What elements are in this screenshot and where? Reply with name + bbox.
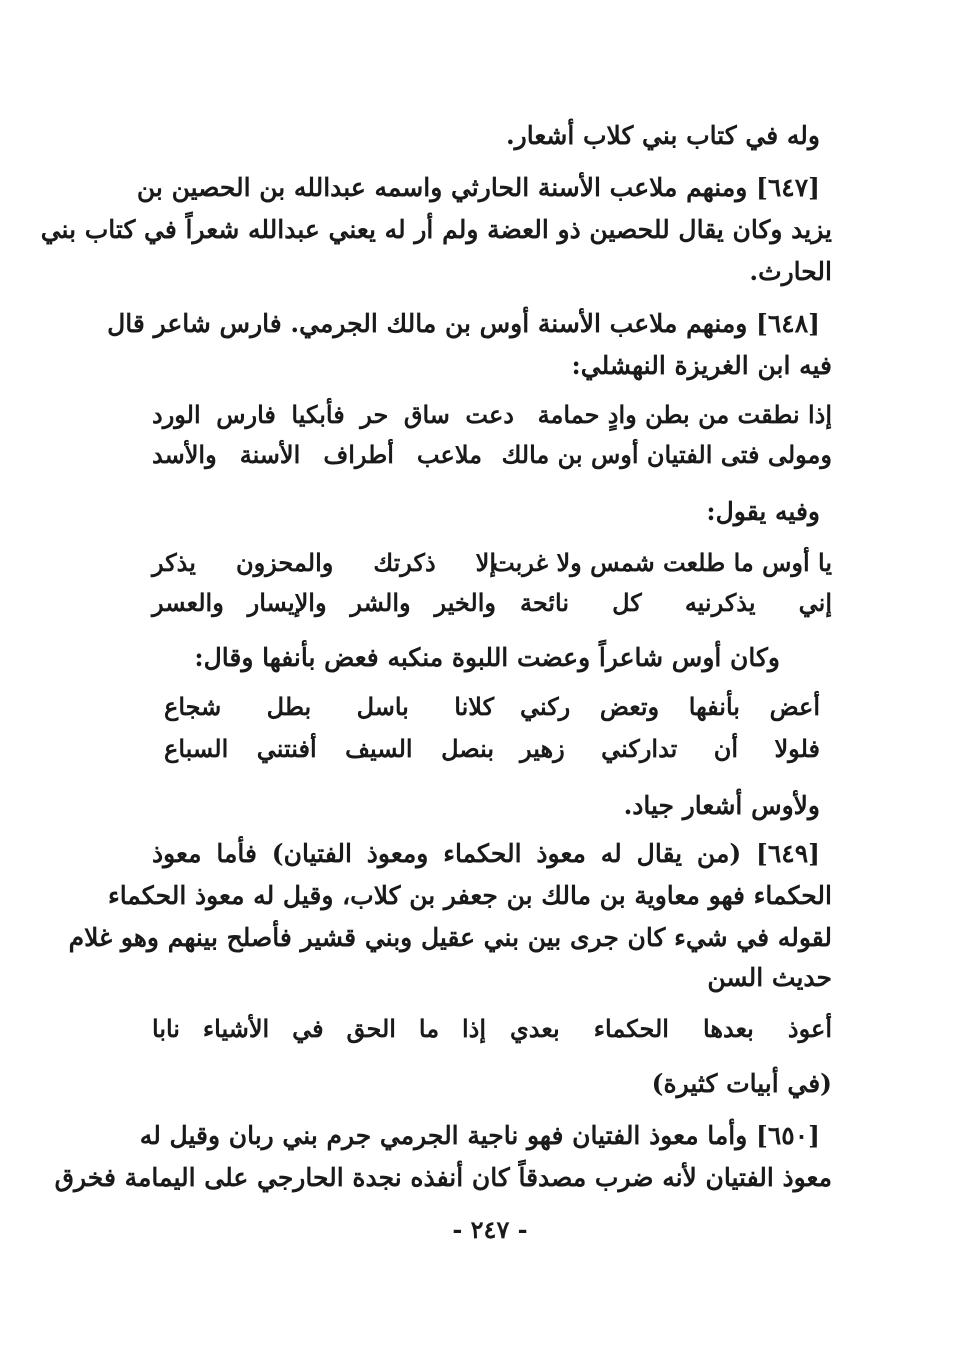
verse-hemistich-first: إني يذكرنيه كل نائحة [520, 588, 832, 617]
text-line: وفيه يقول: [706, 497, 820, 526]
verse-line [152, 586, 832, 620]
page-number: - ٢٤٧ - [452, 1215, 528, 1244]
text-line: وله في كتاب بني كلاب أشعار. [505, 121, 820, 150]
text-line: (في أبيات كثيرة) [651, 1069, 832, 1098]
paragraph-648-line-1: [٦٤٨] ومنهم ملاعب الأسنة أوس بن مالك الجرمي. فارس شاعر قال [107, 309, 820, 338]
paragraph-647-line-2: يزيد وكان يقال للحصين ذو العضة ولم أر له يعني عبدالله شعراً في كتاب بني [40, 215, 832, 244]
verse-line [152, 546, 832, 580]
verse-line [164, 732, 820, 766]
paragraph-648-line-2: فيه ابن الغريزة النهشلي: [571, 351, 832, 380]
paragraph-649-line-2: الحكماء فهو معاوية بن مالك بن جعفر بن كلاب، وقيل له معوذ الحكماء [107, 881, 832, 910]
verse-hemistich-second: ملاعب أطراف الأسنة والأسد [152, 440, 482, 469]
verse-hemistich-second: إلا ذكرتك والمحزون يذكر [152, 548, 496, 577]
verse-hemistich-first: فلولا أن تداركني زهير [520, 734, 820, 763]
verse-hemistich-first: ومولى فتى الفتيان أوس بن مالك [501, 440, 832, 469]
paragraph-647-line-3: الحارث. [749, 257, 832, 286]
verse-hemistich-first: أعوذ بعدها الحكماء بعدي [510, 1014, 832, 1043]
paragraph-647-line-1: [٦٤٧] ومنهم ملاعب الأسنة الحارثي واسمه عبدالله بن الحصين بن [136, 173, 820, 202]
verse-hemistich-first: أعض بأنفها وتعض ركني [520, 692, 820, 721]
text-line: ولأوس أشعار جياد. [623, 791, 820, 820]
verse-hemistich-second: كلانا باسل بطل شجاع [164, 692, 494, 721]
paragraph-650-line-2: معوذ الفتيان لأنه ضرب مصدقاً كان أنفذه نجدة الحارجي على اليمامة فخرق [54, 1163, 832, 1192]
paragraph-650-line-1: [٦٥٠] وأما معوذ الفتيان فهو ناجية الجرمي جرم بني ربان وقيل له [139, 1121, 820, 1150]
verse-hemistich-first: يا أوس ما طلعت شمس ولا غربت [492, 548, 832, 577]
verse-hemistich-second: والخير والشر والإيسار والعسر [152, 588, 496, 617]
verse-hemistich-second: إذا ما الحق في الأشياء نابا [152, 1014, 486, 1043]
verse-line [152, 398, 832, 432]
verse-hemistich-second: دعت ساق حر فأبكيا فارس الورد [152, 400, 514, 429]
verse-hemistich-second: بنصل السيف أفنتني السباع [164, 734, 494, 763]
verse-hemistich-first: إذا نطقت من بطن وادٍ حمامة [537, 400, 832, 429]
paragraph-649-line-4: حديث السن [707, 963, 832, 992]
text-line: وكان أوس شاعراً وعضت اللبوة منكبه فعض بأنفها وقال: [194, 643, 780, 672]
verse-line [152, 438, 832, 472]
paragraph-649-line-3: لقوله في شيء كان جرى بين بني عقيل وبني قشير فأصلح بينهم وهو غلام [68, 923, 832, 952]
verse-line [152, 1012, 832, 1046]
paragraph-649-line-1: [٦٤٩] (من يقال له معوذ الحكماء ومعوذ الفتيان) فأما معوذ [152, 839, 820, 868]
verse-line [164, 690, 820, 724]
